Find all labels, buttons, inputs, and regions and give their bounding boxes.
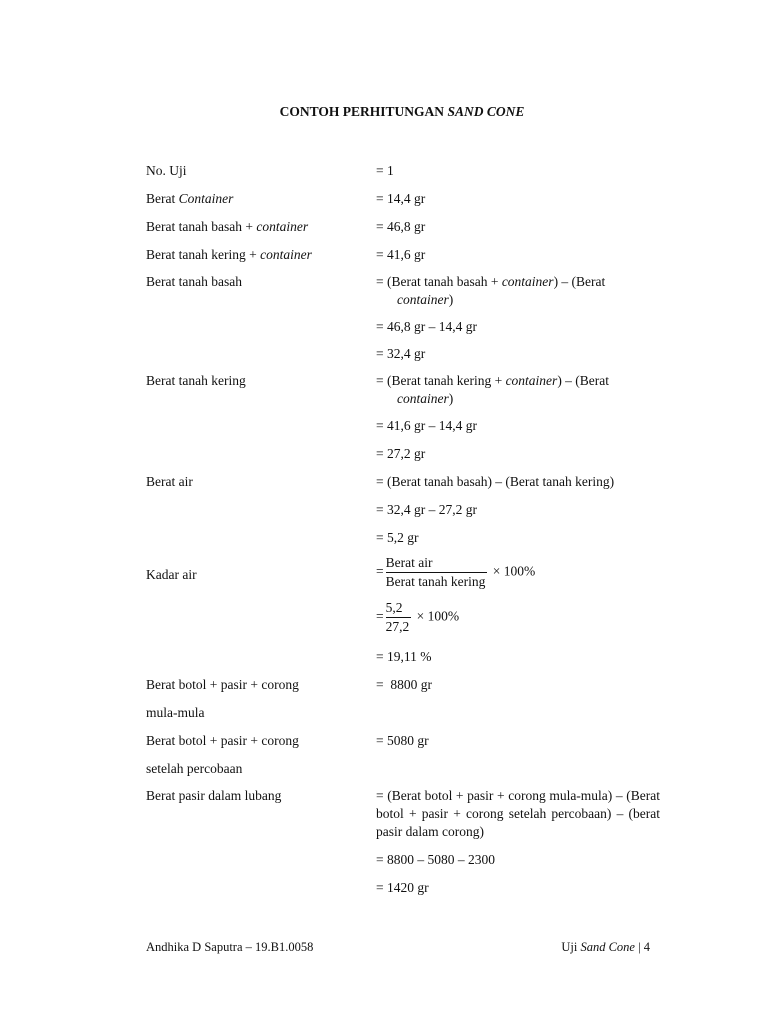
- label-pasir-lubang: Berat pasir dalam lubang: [146, 788, 282, 803]
- calc-berat-air: = 32,4 gr – 27,2 gr: [376, 502, 477, 517]
- result-pasir-lubang: = 1420 gr: [376, 880, 429, 895]
- label-botol-awal-1: Berat botol + pasir + corong: [146, 677, 299, 692]
- label-botol-akhir-2: setelah percobaan: [146, 761, 243, 776]
- label-berat-container: Berat Container: [146, 191, 234, 206]
- page-title: [0, 103, 768, 121]
- label-berat-air: Berat air: [146, 474, 193, 489]
- formula-tanah-basah: = (Berat tanah basah + container) – (Berat container): [376, 274, 606, 307]
- result-tanah-kering: = 27,2 gr: [376, 446, 426, 461]
- formula-berat-air: = (Berat tanah basah) – (Berat tanah kering): [376, 474, 615, 489]
- footer-page-info: Uji Sand Cone | 4: [561, 940, 650, 954]
- fraction-kadar-air-values: $\frac{5,2}{27,2}$: [385, 600, 410, 634]
- value-botol-akhir: = 5080 gr: [376, 733, 429, 748]
- calc-tanah-kering: = 41,6 gr – 14,4 gr: [376, 418, 477, 433]
- formula-pasir-lubang: = (Berat botol + pasir + corong mula-mula) – (Berat botol + pasir + corong setelah percobaan) – (berat pasir dalam corong): [376, 788, 660, 839]
- title-italic: SAND CONE: [447, 104, 525, 119]
- label-kadar-air: Kadar air: [146, 567, 197, 582]
- value-kering-container: = 41,6 gr: [376, 247, 426, 262]
- label-botol-akhir-1: Berat botol + pasir + corong: [146, 733, 299, 748]
- label-kering-container: Berat tanah kering + container: [146, 247, 312, 262]
- label-tanah-kering: Berat tanah kering: [146, 373, 246, 388]
- result-kadar-air: = 19,11 %: [376, 649, 432, 664]
- label-botol-awal-2: mula-mula: [146, 705, 205, 720]
- result-tanah-basah: = 32,4 gr: [376, 346, 426, 361]
- title-text: CONTOH PERHITUNGAN: [279, 104, 448, 119]
- label-basah-container: Berat tanah basah + container: [146, 219, 309, 234]
- label-no-uji: No. Uji: [146, 163, 187, 178]
- calc-kadar-air: = $\frac{5,2}{27,2}$ × 100%: [376, 600, 460, 634]
- label-tanah-basah: Berat tanah basah: [146, 274, 242, 289]
- value-basah-container: = 46,8 gr: [376, 219, 426, 234]
- formula-tanah-kering: = (Berat tanah kering + container) – (Berat container): [376, 373, 610, 406]
- calc-pasir-lubang: = 8800 – 5080 – 2300: [376, 852, 495, 867]
- value-berat-container: = 14,4 gr: [376, 191, 426, 206]
- fraction-kadar-air: $\frac{\text{Berat air}}{\text{Berat tanah kering}}$: [385, 555, 486, 589]
- value-no-uji: = 1: [376, 163, 394, 178]
- value-botol-awal: = 8800 gr: [376, 677, 432, 692]
- result-berat-air: = 5,2 gr: [376, 530, 419, 545]
- footer-author: Andhika D Saputra – 19.B1.0058: [146, 940, 314, 954]
- calc-tanah-basah: = 46,8 gr – 14,4 gr: [376, 319, 477, 334]
- formula-kadar-air: = $\frac{\text{Berat air}}{\text{Berat tanah kering}}$ × 100%: [376, 555, 536, 589]
